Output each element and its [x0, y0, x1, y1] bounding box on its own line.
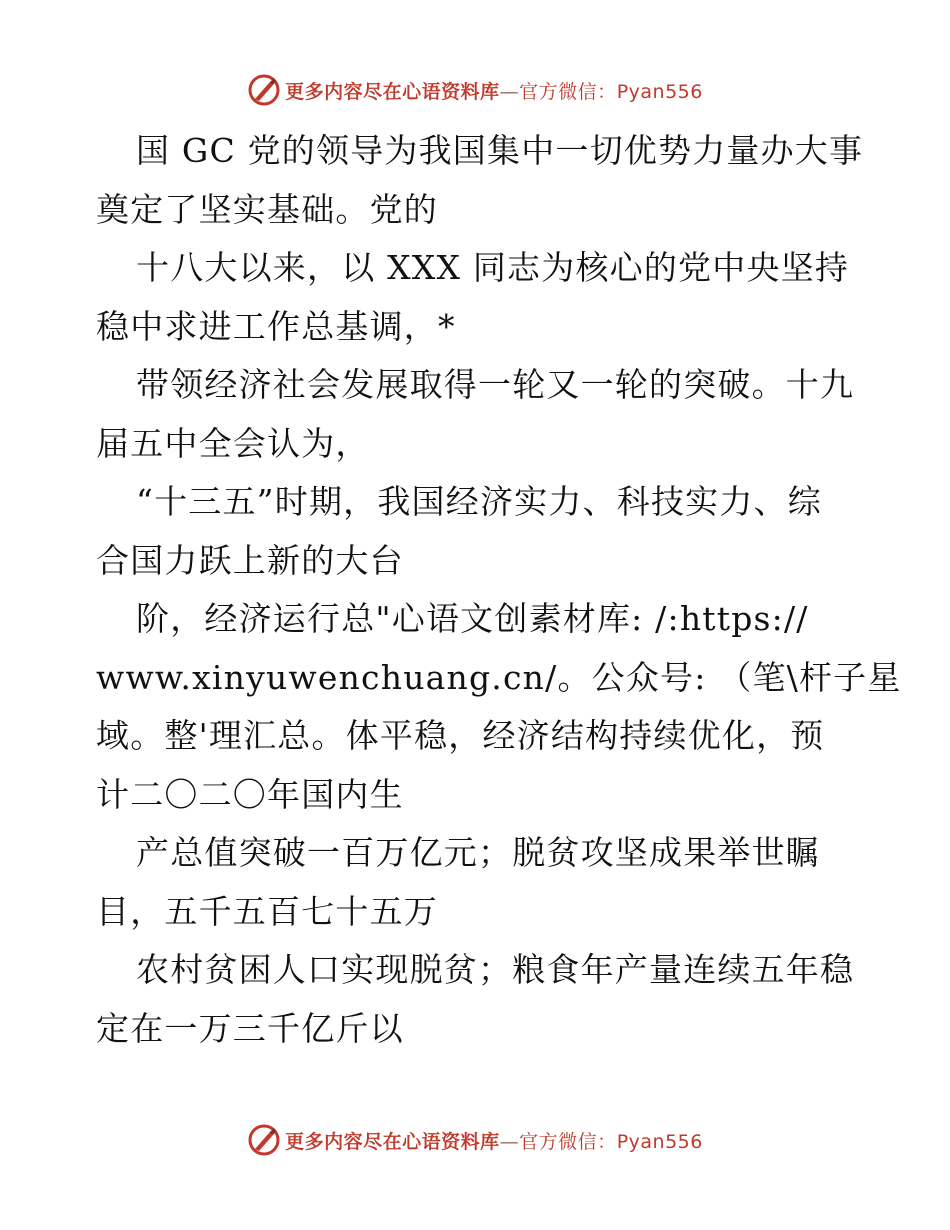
pen-logo-icon — [247, 1123, 281, 1157]
watermark-separator: — — [499, 1130, 520, 1153]
text-line: 国 GC 党的领导为我国集中一切优势力量办大事 — [136, 131, 864, 170]
footer-watermark — [0, 1120, 950, 1160]
watermark-wechat-label: 官方微信： — [519, 1130, 617, 1153]
text-line: “十三五”时期，我国经济实力、科技实力、综 — [136, 482, 822, 521]
text-line: 农村贫困人口实现脱贫；粮食年产量连续五年稳 — [136, 950, 855, 989]
watermark-text — [285, 1127, 703, 1154]
watermark-wechat-id: Pyan556 — [616, 1130, 703, 1153]
text-line: www.xinyuwenchuang.cn/。公众号: （笔\杆子星 — [96, 657, 902, 697]
text-line: 十八大以来，以 XXX 同志为核心的党中央坚持 — [136, 248, 850, 287]
watermark-site-text: 更多内容尽在心语资料库 — [285, 1130, 500, 1153]
text-line: 阶，经济运行总"心语文创素材库: /:https:// — [136, 599, 809, 638]
text-line: 域。整'理汇总。体平稳，经济结构持续优化，预 — [96, 716, 825, 755]
text-line: 合国力跃上新的大台 — [96, 540, 404, 580]
text-line: 定在一万三千亿斤以 — [96, 1008, 404, 1048]
watermark-separator: — — [499, 80, 520, 103]
header-watermark — [0, 70, 950, 110]
watermark-wechat-label: 官方微信： — [519, 80, 617, 103]
watermark-text — [285, 77, 703, 104]
text-line: 稳中求进工作总基调，* — [96, 306, 456, 346]
watermark-wechat-id: Pyan556 — [616, 80, 703, 103]
document-body — [96, 122, 902, 1058]
watermark-site-text: 更多内容尽在心语资料库 — [285, 80, 500, 103]
text-line: 目，五千五百七十五万 — [96, 891, 438, 931]
pen-logo-icon — [247, 73, 281, 107]
text-line: 产总值突破一百万亿元；脱贫攻坚成果举世瞩 — [136, 833, 820, 872]
text-line: 带领经济社会发展取得一轮又一轮的突破。十九 — [136, 365, 855, 404]
text-line: 届五中全会认为， — [96, 423, 370, 463]
text-line: 奠定了坚实基础。党的 — [96, 189, 438, 229]
text-line: 计二〇二〇年国内生 — [96, 774, 404, 814]
